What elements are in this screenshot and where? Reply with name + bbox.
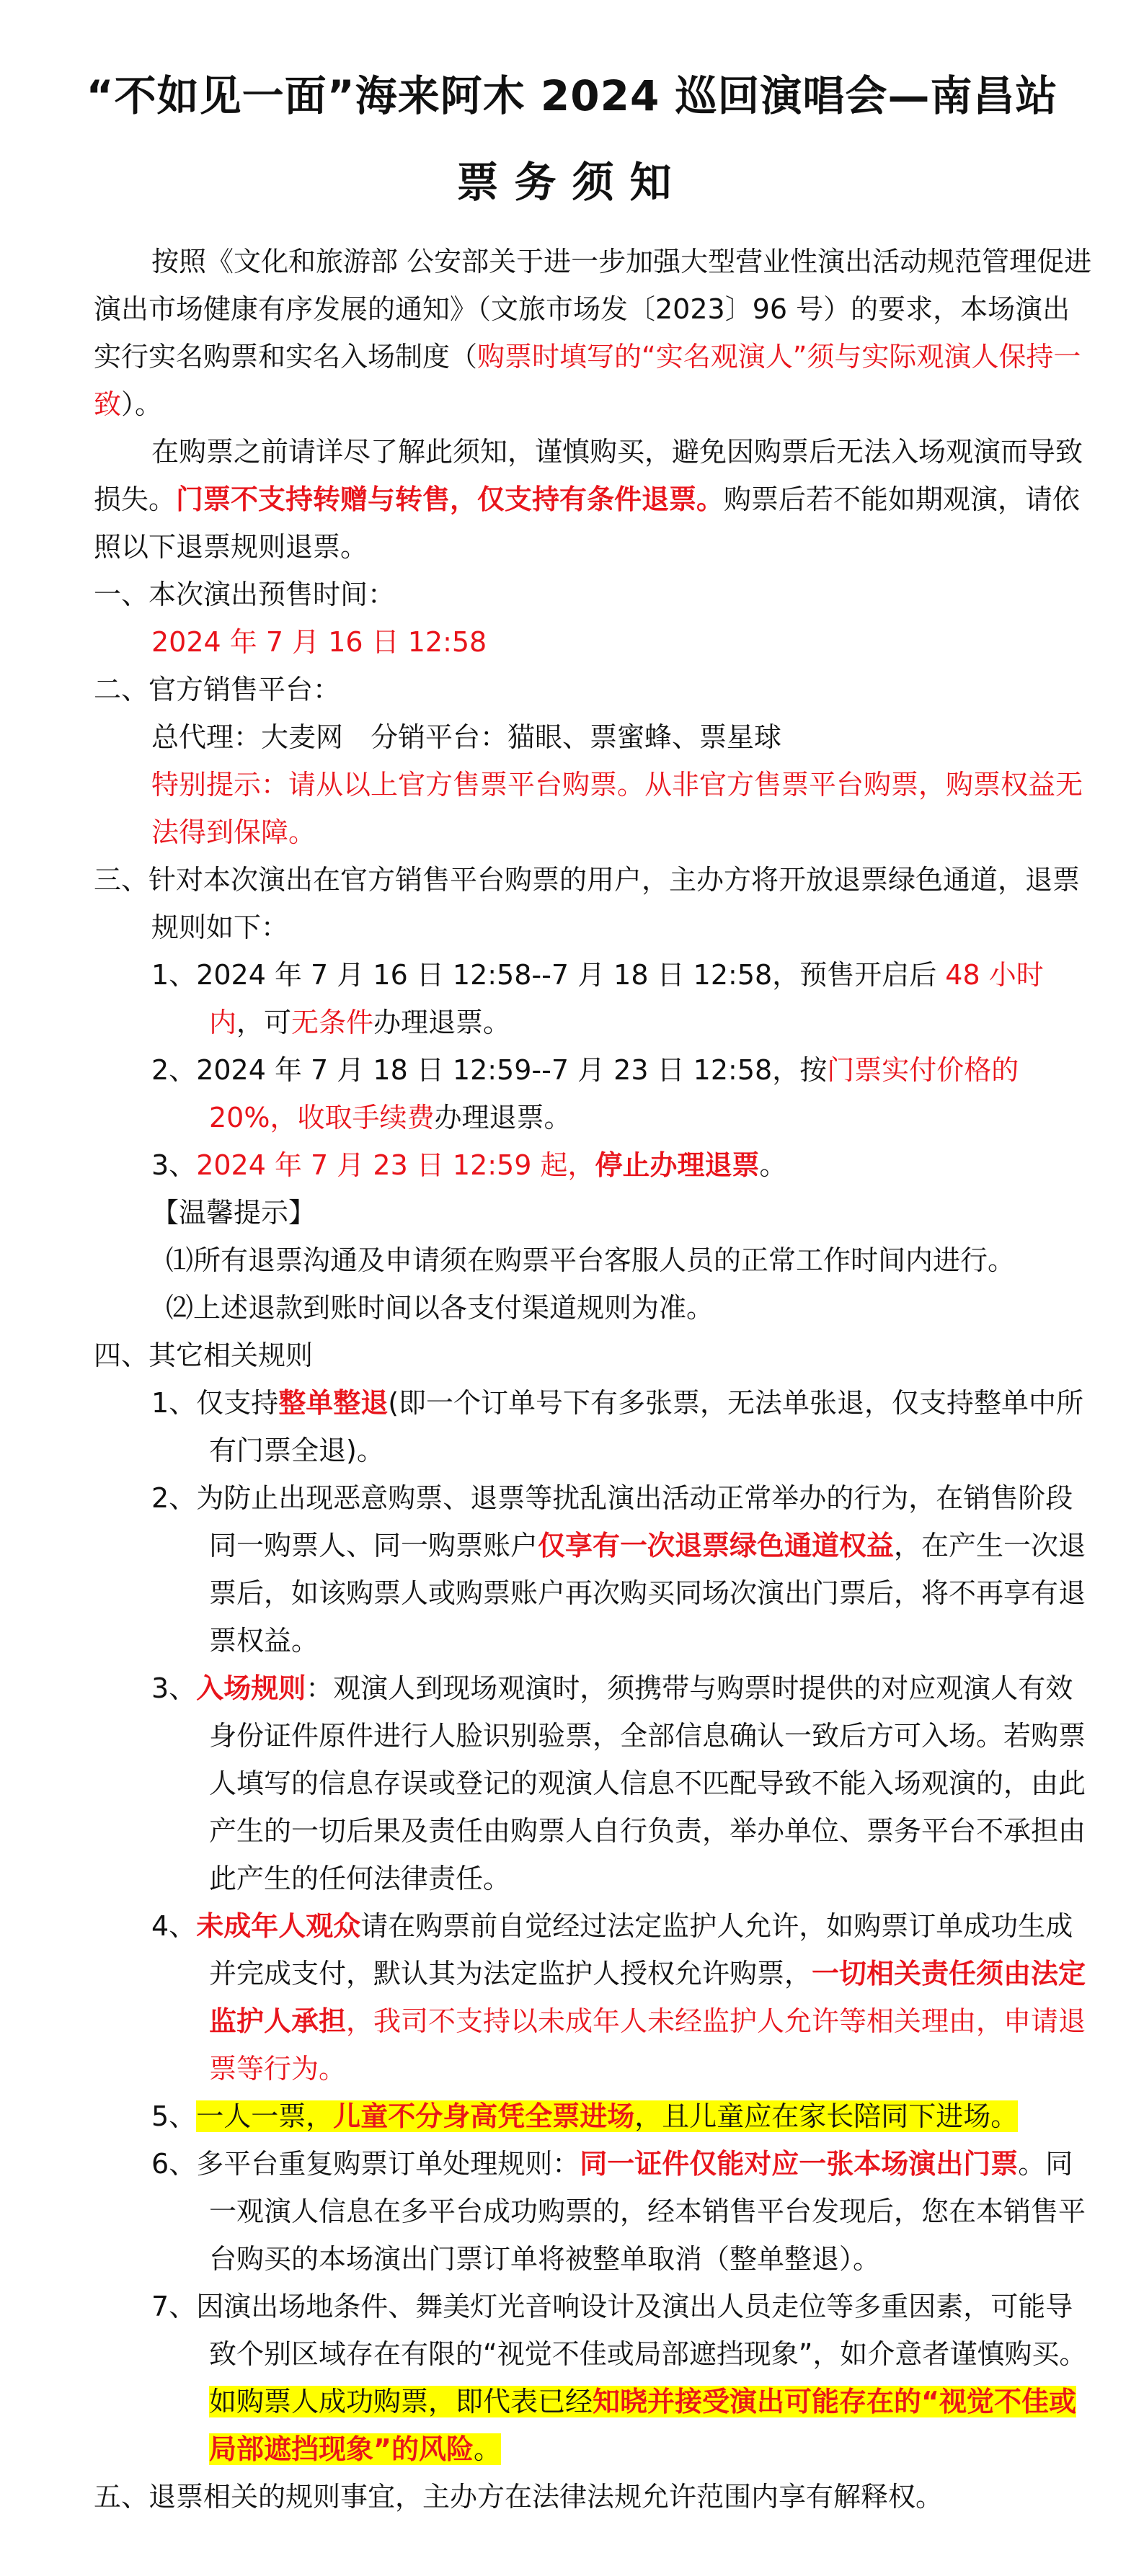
rule-text: 请在购票前自觉经过法定监护人允许，如购票订单成功生成并完成支付，默认其为法定监护人授权允许购票，: [209, 1910, 1073, 1989]
section-1-heading: 一、本次演出预售时间：: [94, 579, 396, 610]
intro-text-end: ）。: [121, 388, 163, 420]
rule-strong-emphasis: 停止办理退票: [595, 1149, 760, 1181]
rule-emphasis: 48 小时内: [209, 959, 1044, 1038]
intro-text: 在购票之前请详尽了解此须知，谨慎购买，避免因购票后无法入场观演而导致损失。: [94, 436, 1083, 515]
page-title: “不如见一面”海来阿木 2024 巡回演唱会—南昌站: [86, 71, 1058, 120]
rule-strong-emphasis: 入场规则: [196, 1672, 306, 1704]
other-rule-5: [94, 2093, 1094, 2140]
refund-rule-1: [94, 951, 1094, 1046]
section-3-heading: 三、针对本次演出在官方销售平台购票的用户，主办方将开放退票绿色通道，退票规则如下：: [94, 864, 1081, 943]
rule-number: 6、: [151, 2148, 197, 2180]
platform-warning: 特别提示：请从以上官方售票平台购票。从非官方售票平台购票，购票权益无法得到保障。: [151, 769, 1083, 848]
other-rule-6: [94, 2140, 1094, 2283]
rule-emphasis: 门票实付价格的 20%，收取手续费: [209, 1054, 1019, 1133]
rule-text: ，可: [236, 1007, 292, 1038]
section-2-heading: 二、官方销售平台：: [94, 674, 341, 705]
page-subtitle: 票务须知: [456, 158, 688, 207]
sales-platforms: 总代理：大麦网 分销平台：猫眼、票蜜蜂、票星球: [151, 721, 782, 753]
rule-text: 因演出场地条件、舞美灯光音响设计及演出人员走位等多重因素，可能导致个别区域存在有限的“视觉不佳或局部遮挡现象”，如介意者谨慎购买。: [196, 2291, 1087, 2370]
rule-emphasis: ，我司不支持以未成年人未经监护人允许等相关理由，申请退票等行为。: [209, 2005, 1086, 2085]
rule-number: 1、: [151, 1387, 197, 1419]
intro-realname-emphasis: 购票时填写的“实名观演人”须与实际观演人保持一致: [94, 341, 1081, 420]
tip-1: ⑴所有退票沟通及申请须在购票平台客服人员的正常工作时间内进行。: [166, 1244, 1016, 1276]
rule-strong-emphasis: 知晓并接受演出可能存在的“视觉不佳或局部遮挡现象”的风险: [209, 2386, 1076, 2465]
tip-2: ⑵上述退款到账时间以各支付渠道规则为准。: [166, 1292, 714, 1324]
rule-text: ：观演人到现场观演时，须携带与购票时提供的对应观演人有效身份证件原件进行人脸识别验票，全部信息确认一致后方可入场。若购票人填写的信息存误或登记的观演人信息不匹配导致不能入场观演的，由此产生的一切后果及责任由购票人自行负责，举办单位、票务平台不承担由此产生的任何法律责任。: [209, 1672, 1086, 1894]
rule-text: 。: [759, 1149, 787, 1181]
other-rule-4: [94, 1902, 1094, 2093]
other-rule-7: [94, 2283, 1094, 2473]
rule-text: 。同一观演人信息在多平台成功购票的，经本销售平台发现后，您在本销售平台购买的本场演出门票订单将被整单取消（整单整退）。: [209, 2148, 1086, 2275]
rule-text: 办理退票。: [434, 1102, 572, 1133]
rule-text: 2024 年 7 月 18 日 12:59--7 月 23 日 12:58，按: [196, 1054, 828, 1086]
notice-body: [94, 238, 1094, 2521]
rule-number: 4、: [151, 1910, 197, 1942]
intro-paragraph-1: [94, 238, 1094, 428]
section-5-heading: 五、退票相关的规则事宜，主办方在法律法规允许范围内享有解释权。: [94, 2481, 944, 2513]
section-4-heading: 四、其它相关规则: [94, 1340, 314, 1371]
rule-strong-emphasis: 儿童不分身高凭全票进场: [333, 2100, 635, 2132]
rule-number: 1、: [151, 959, 197, 991]
rule-emphasis: 2024 年 7 月 23 日 12:59 起，: [196, 1149, 595, 1181]
other-rule-1: [94, 1379, 1094, 1474]
refund-rule-3: [94, 1141, 1094, 1189]
intro-no-transfer-emphasis: 门票不支持转赠与转售，仅支持有条件退票。: [176, 483, 724, 515]
rule-number: 7、: [151, 2291, 197, 2322]
rule-text: 一人一票，: [196, 2100, 334, 2132]
intro-text-end: 购票后若不能如期观演，请依照以下退票规则退票。: [94, 483, 1081, 563]
rule-text: ，且儿童应在家长陪同下进场。: [634, 2100, 1019, 2132]
rule-number: 2、: [151, 1482, 197, 1514]
rule-emphasis: 无条件: [291, 1007, 374, 1038]
rule-number: 3、: [151, 1672, 197, 1704]
other-rule-3: [94, 1664, 1094, 1902]
intro-text: 按照《文化和旅游部 公安部关于进一步加强大型营业性演出活动规范管理促进演出市场健康有序发展的通知》（文旅市场发〔2023〕96 号）的要求，本场演出实行实名购票和实名入场制度（: [94, 246, 1092, 373]
refund-rule-2: [94, 1046, 1094, 1141]
rule-text: 办理退票。: [373, 1007, 511, 1038]
presale-time: 2024 年 7 月 16 日 12:58: [151, 626, 487, 658]
rule-strong-emphasis: 一切相关责任须由法定监护人承担: [209, 1958, 1086, 2037]
rule-text: 仅支持: [196, 1387, 279, 1419]
rule-strong-emphasis: 整单整退: [278, 1387, 389, 1419]
rule-number: 2、: [151, 1054, 197, 1086]
rule-text: 为防止出现恶意购票、退票等扰乱演出活动正常举办的行为，在销售阶段同一购票人、同一购票账户: [196, 1482, 1073, 1561]
rule-text: 如购票人成功购票，即代表已经: [209, 2386, 593, 2417]
rule-text: 多平台重复购票订单处理规则：: [196, 2148, 580, 2180]
rule-text: 。: [473, 2433, 501, 2465]
tip-heading: 【温馨提示】: [151, 1197, 316, 1229]
rule-text: (即一个订单号下有多张票，无法单张退，仅支持整单中所有门票全退)。: [209, 1387, 1084, 1466]
rule-strong-emphasis: 同一证件仅能对应一张本场演出门票: [580, 2148, 1019, 2180]
rule-number: 3、: [151, 1149, 197, 1181]
rule-text: 2024 年 7 月 16 日 12:58--7 月 18 日 12:58，预售开启后: [196, 959, 946, 991]
rule-strong-emphasis: 仅享有一次退票绿色通道权益: [538, 1530, 895, 1561]
rule-number: 5、: [151, 2100, 197, 2132]
other-rule-2: [94, 1474, 1094, 1664]
rule-strong-emphasis: 未成年人观众: [196, 1910, 361, 1942]
rule-text: ，在产生一次退票后，如该购票人或购票账户再次购买同场次演出门票后，将不再享有退票权益。: [209, 1530, 1086, 1657]
intro-paragraph-2: [94, 428, 1094, 571]
